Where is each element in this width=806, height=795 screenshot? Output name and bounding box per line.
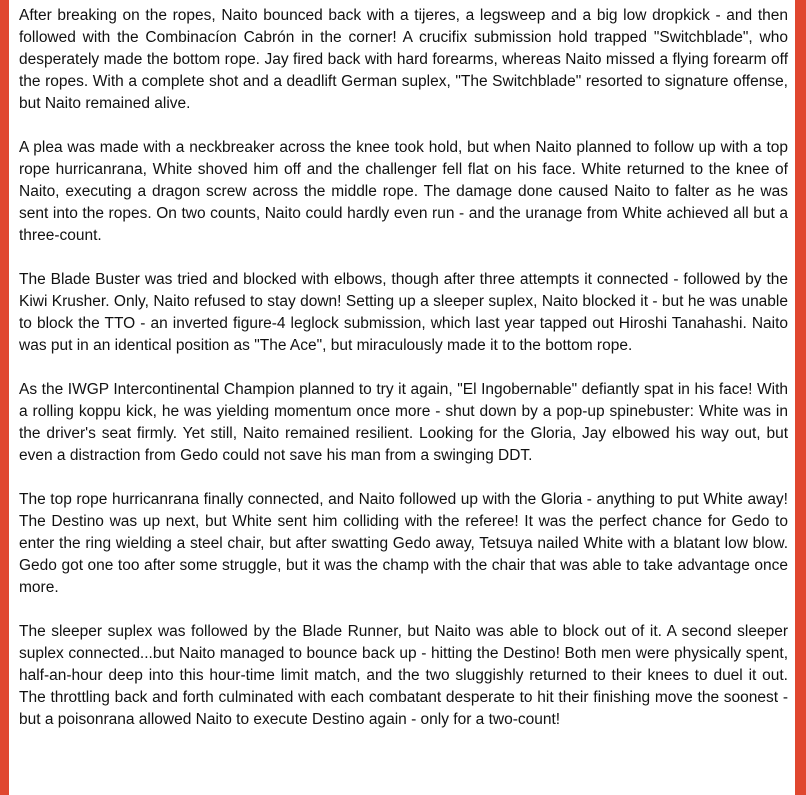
article-paragraph: After breaking on the ropes, Naito bounced back with a tijeres, a legsweep and a big low dropkick - and then followed with the Combinacíon Cabrón in the corner! A crucifix submission hold trapped "Switchblade", who desperately made the bottom rope. Jay fired back with hard forearms, whereas Naito missed a flying forearm off the ropes. With a complete shot and a deadlift German suplex, "The Switchblade" resorted to signature offense, but Naito remained alive.	[19, 7, 788, 112]
article-paragraph: A plea was made with a neckbreaker across the knee took hold, but when Naito planned to follow up with a top rope hurricanrana, White shoved him off and the challenger fell flat on his face. White returned to the knee of Naito, executing a dragon screw across the middle rope. The damage done caused Naito to falter as he was sent into the ropes. On two counts, Naito could hardly even run - and the uranage from White achieved all but a three-count.	[19, 139, 788, 244]
left-accent-border	[0, 0, 9, 795]
article-paragraph: The sleeper suplex was followed by the Blade Runner, but Naito was able to block out of it. A second sleeper suplex connected...but Naito managed to bounce back up - hitting the Destino! Both men were physically spent, half-an-hour deep into this hour-time limit match, and the two sluggishly returned to their knees to duel it out. The throttling back and forth culminated with each combatant desperate to hit their finishing move the soonest - but a poisonrana allowed Naito to execute Destino again - only for a two-count!	[19, 623, 788, 728]
article-paragraph: The Blade Buster was tried and blocked with elbows, though after three attempts it connected - followed by the Kiwi Krusher. Only, Naito refused to stay down! Setting up a sleeper suplex, Naito blocked it - but he was unable to block the TTO - an inverted figure-4 leglock submission, which last year tapped out Hiroshi Tanahashi. Naito was put in an identical position as "The Ace", but miraculously made it to the bottom rope.	[19, 271, 788, 354]
article-body	[19, 5, 788, 753]
right-accent-border	[795, 0, 806, 795]
article-paragraph: As the IWGP Intercontinental Champion planned to try it again, "El Ingobernable" defiantly spat in his face! With a rolling koppu kick, he was yielding momentum once more - shut down by a pop-up spinebuster: White was in the driver's seat firmly. Yet still, Naito remained resilient. Looking for the Gloria, Jay elbowed his way out, but even a distraction from Gedo could not save his man from a swinging DDT.	[19, 381, 788, 464]
article-paragraph: The top rope hurricanrana finally connected, and Naito followed up with the Gloria - anything to put White away! The Destino was up next, but White sent him colliding with the referee! It was the perfect chance for Gedo to enter the ring wielding a steel chair, but after swatting Gedo away, Tetsuya nailed White with a blatant low blow. Gedo got one too after some struggle, but it was the champ with the chair that was able to take advantage once more.	[19, 491, 788, 596]
